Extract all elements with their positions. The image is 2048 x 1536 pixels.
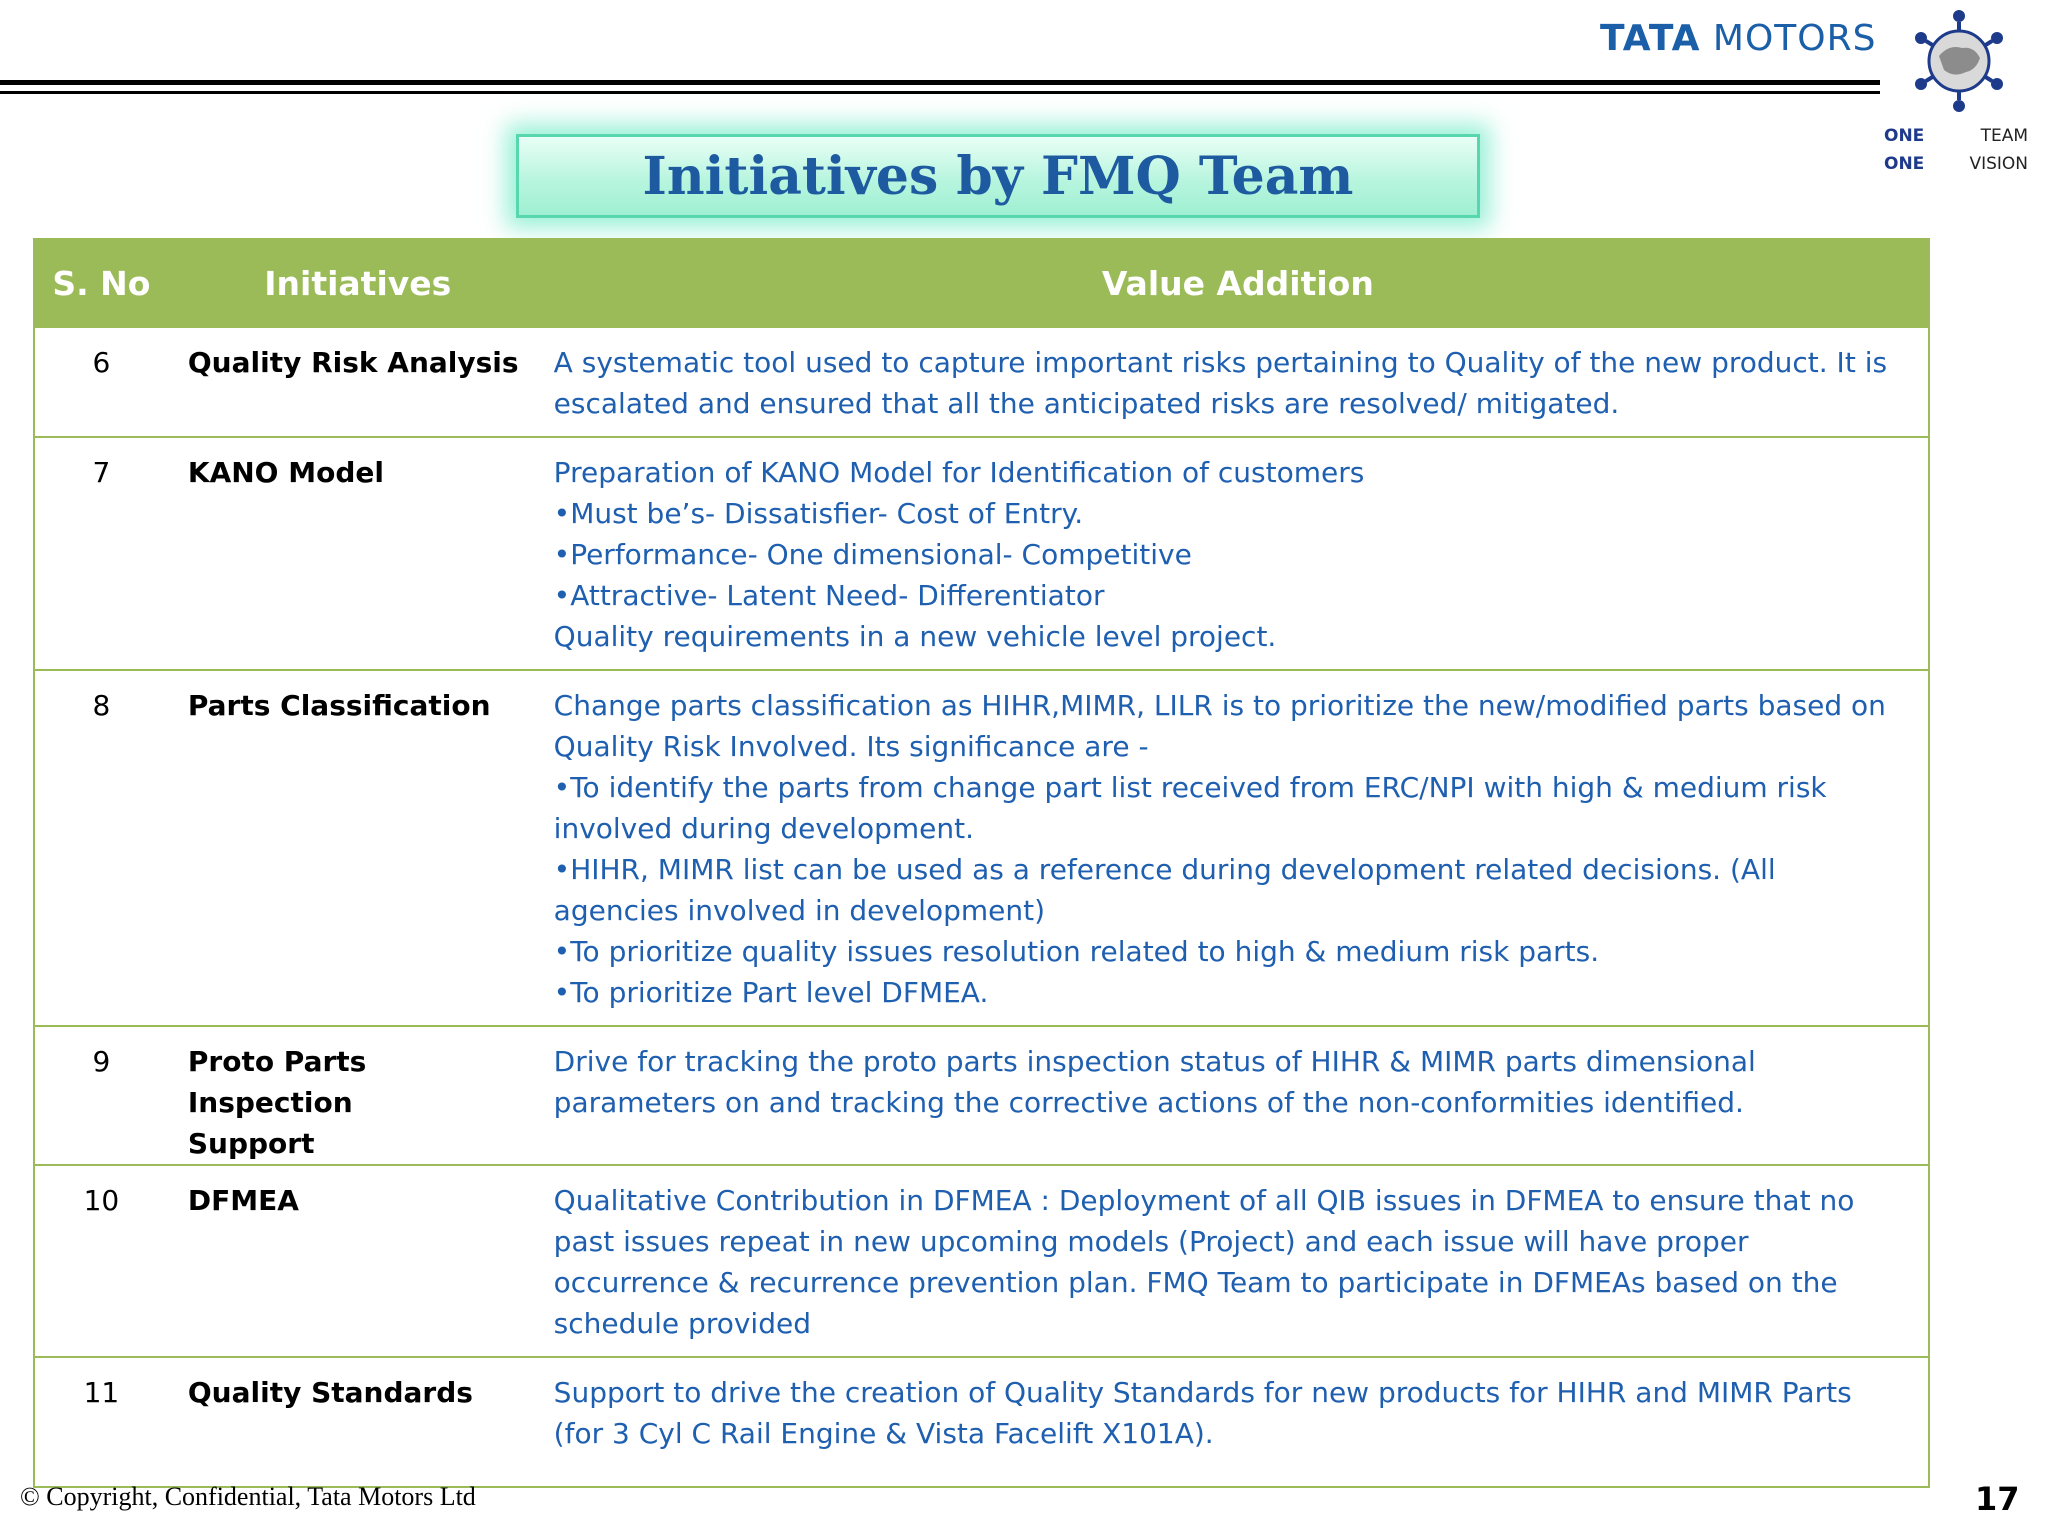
cell-value-addition: Preparation of KANO Model for Identification of customers •Must be’s- Dissatisfier- Cost of Entry. •Performance- One dimensional- Competitive •Attractive- Latent Need- Differentiator Quality requirements in a new vehicle level project.	[548, 437, 1929, 670]
cell-value-addition: Support to drive the creation of Quality Standards for new products for HIHR and MIMR Parts (for 3 Cyl C Rail Engine & Vista Facelift X101A).	[548, 1357, 1929, 1487]
initiatives-table	[33, 238, 1930, 1488]
table-row	[34, 1026, 1929, 1165]
cell-value-addition: A systematic tool used to capture important risks pertaining to Quality of the new product. It is escalated and ensured that all the anticipated risks are resolved/ mitigated.	[548, 327, 1929, 437]
cell-value-addition: Drive for tracking the proto parts inspection status of HIHR & MIMR parts dimensional parameters on and tracking the corrective actions of the non-conformities identified.	[548, 1026, 1929, 1165]
cell-initiative: Quality Risk Analysis	[168, 327, 548, 437]
cell-sno: 9	[34, 1026, 168, 1165]
brand-regular-text: MOTORS	[1712, 18, 1877, 59]
cell-sno: 7	[34, 437, 168, 670]
table-header-row	[34, 239, 1929, 327]
cell-value-addition: Change parts classification as HIHR,MIMR, LILR is to prioritize the new/modified parts based on Quality Risk Involved. Its significance are - •To identify the parts from change part list received from ERC/NPI with high & medium risk involved during development. •HIHR, MIMR list can be used as a reference during development related decisions. (All agencies involved in development) •To prioritize quality issues resolution related to high & medium risk parts. •To prioritize Part level DFMEA.	[548, 670, 1929, 1026]
copyright-text: © Copyright, Confidential, Tata Motors Ltd	[20, 1482, 476, 1511]
page-number: 17	[1975, 1480, 2020, 1518]
table-row	[34, 1357, 1929, 1487]
cell-sno: 6	[34, 327, 168, 437]
title-box	[516, 134, 1480, 218]
brand-bold-text: TATA	[1600, 18, 1701, 59]
table-row	[34, 1165, 1929, 1357]
cell-sno: 10	[34, 1165, 168, 1357]
header-rule-thin	[0, 91, 1880, 94]
cell-sno: 11	[34, 1357, 168, 1487]
cell-initiative: KANO Model	[168, 437, 548, 670]
header-rule-thick	[0, 80, 1880, 85]
table-row	[34, 670, 1929, 1026]
column-header-value-addition: Value Addition	[548, 239, 1929, 327]
column-header-sno: S. No	[34, 239, 168, 327]
tata-motors-logo	[1600, 18, 1877, 59]
table-row	[34, 437, 1929, 670]
table-row	[34, 327, 1929, 437]
column-header-initiatives: Initiatives	[168, 239, 548, 327]
tagline	[1884, 122, 2034, 178]
cell-initiative: Proto Parts Inspection Support	[168, 1026, 548, 1165]
cell-value-addition: Qualitative Contribution in DFMEA : Deployment of all QIB issues in DFMEA to ensure that no past issues repeat in new upcoming models (Project) and each issue will have proper occurrence & recurrence prevention plan. FMQ Team to participate in DFMEAs based on the schedule provided	[548, 1165, 1929, 1357]
team-emblem-icon	[1904, 6, 2014, 116]
cell-sno: 8	[34, 670, 168, 1026]
cell-initiative: Quality Standards	[168, 1357, 548, 1487]
tagline-row-2: ONE VISION	[1884, 154, 2028, 174]
tagline-row-1: ONE TEAM	[1884, 126, 2028, 146]
cell-initiative: Parts Classification	[168, 670, 548, 1026]
cell-initiative: DFMEA	[168, 1165, 548, 1357]
page-title: Initiatives by FMQ Team	[642, 145, 1354, 207]
